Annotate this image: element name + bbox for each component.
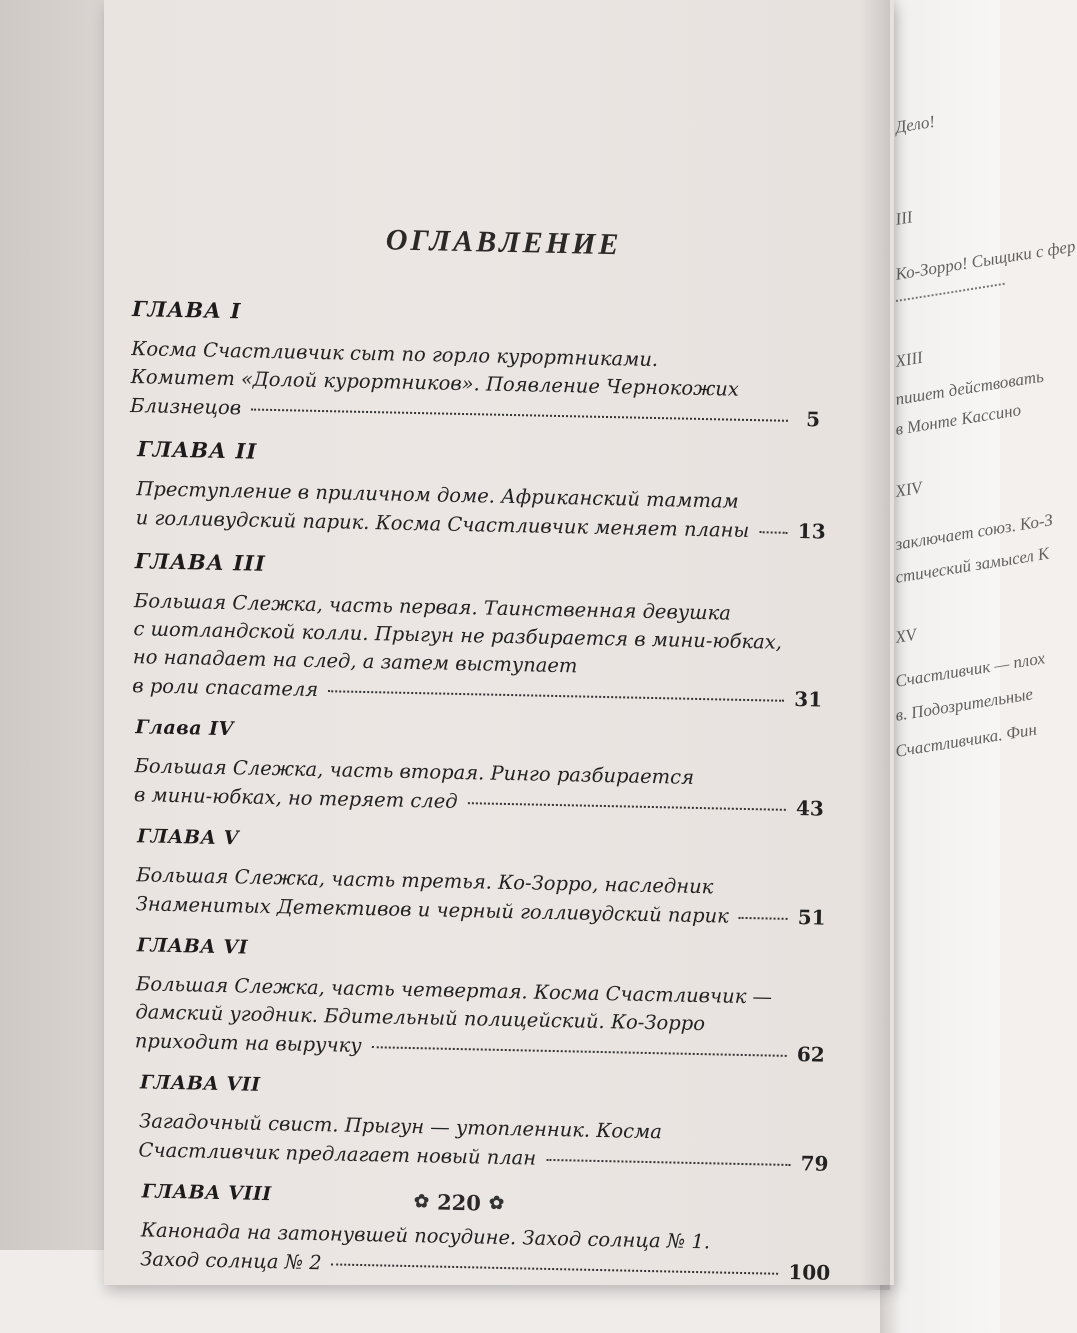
chapter-heading: ГЛАВА VIII — [141, 1180, 272, 1206]
facing-page-text: III — [894, 207, 914, 229]
chapter-heading: ГЛАВА II — [136, 436, 258, 464]
description-line: но нападает на след, а затем выступает — [132, 645, 578, 678]
chapter-heading: ГЛАВА VI — [136, 934, 249, 959]
chapter-page-number: 51 — [797, 905, 826, 930]
description-line: Заход солнца № 2 — [140, 1247, 322, 1275]
chapter-page-number: 79 — [800, 1151, 829, 1176]
previous-page-edge — [0, 0, 118, 1250]
description-line: Канонада на затонувшей посудине. Заход солнца № 1. — [140, 1218, 711, 1254]
chapter-page-number: 31 — [794, 686, 823, 712]
toc-title: ОГЛАВЛЕНИЕ — [385, 223, 622, 262]
chapter-entry — [136, 436, 870, 547]
chapter-entry — [135, 825, 861, 933]
description-line: Знаменитых Детективов и черный голливудский парик — [135, 892, 730, 928]
dot-leader — [468, 802, 786, 811]
chapter-heading: ГЛАВА I — [131, 296, 242, 324]
chapter-entry — [135, 934, 859, 1070]
page-footer — [414, 1189, 505, 1216]
description-line: Большая Слежка, часть третья. Ко-Зорро, наследник — [136, 863, 714, 899]
dot-leader — [371, 1046, 786, 1057]
facing-page-text: в Монте Кассино — [894, 400, 1023, 439]
description-line: Комитет «Долой курортников». Появление Чернокожих — [130, 365, 740, 401]
description-line: Преступление в приличном доме. Африканский тамтам — [136, 477, 739, 513]
chapter-list — [112, 296, 872, 1288]
dot-leader — [546, 1159, 790, 1166]
facing-page — [880, 0, 1077, 1333]
page-number: 220 — [436, 1189, 482, 1216]
facing-page-text: XIV — [894, 477, 924, 501]
dot-leader — [328, 690, 784, 702]
chapter-entry — [134, 716, 864, 824]
chapter-description — [136, 475, 827, 546]
chapter-description — [135, 970, 827, 1069]
facing-page-text: Ко-Зорро! Сыщики с фер — [894, 236, 1077, 284]
description-line: Косма Счастливчик сыт по горло курортниками. — [131, 337, 659, 372]
facing-page-text: пишет действовать — [894, 366, 1045, 409]
description-line: Близнецов — [129, 394, 242, 420]
description-line: Большая Слежка, часть первая. Таинственная девушка — [133, 589, 732, 625]
description-line: в роли спасателя — [132, 674, 319, 701]
description-line: Большая Слежка, часть четвертая. Косма Счастливчик — — [135, 972, 773, 1009]
description-line: Большая Слежка, часть вторая. Ринго разбирается — [134, 754, 695, 789]
chapter-description — [140, 1216, 831, 1287]
chapter-description — [138, 1107, 829, 1178]
chapter-entry — [132, 548, 867, 715]
chapter-heading: ГЛАВА VII — [139, 1071, 261, 1096]
facing-page-text: стический замысел К — [894, 543, 1051, 587]
chapter-heading: Глава IV — [135, 716, 235, 741]
facing-page-text: в. Подозрительные — [894, 684, 1035, 725]
chapter-page-number: 43 — [795, 796, 825, 821]
flower-ornament-icon: ✿ — [488, 1192, 505, 1214]
facing-page-text: Счастливчика. Фин — [894, 719, 1039, 761]
chapter-page-number: 13 — [797, 519, 826, 544]
table-of-contents — [112, 218, 874, 1304]
chapter-heading: ГЛАВА V — [136, 825, 240, 850]
flower-ornament-icon: ✿ — [413, 1191, 430, 1213]
dot-leader — [251, 409, 788, 422]
facing-page-text: заключает союз. Ко-З — [894, 510, 1055, 554]
dot-leader — [739, 917, 788, 920]
dot-leader — [332, 1263, 779, 1274]
description-line: дамский угодник. Бдительный полицейский. Ко-Зорро — [135, 1000, 706, 1036]
description-line: с шотландской колли. Прыгун не разбирается в мини-юбках, — [133, 617, 783, 654]
dot-leader — [759, 531, 788, 534]
facing-page-text: Дело! — [894, 111, 937, 137]
description-line: Счастливчик предлагает новый план — [138, 1138, 537, 1170]
chapter-page-number: 62 — [796, 1042, 825, 1067]
chapter-page-number: 5 — [805, 407, 821, 432]
facing-page-text: Счастливчик — плох — [894, 648, 1047, 691]
description-line: приходит на выручку — [134, 1029, 362, 1057]
chapter-description — [132, 587, 824, 714]
description-line: Загадочный свист. Прыгун — утопленник. Косма — [138, 1109, 663, 1144]
chapter-page-number: 100 — [788, 1259, 831, 1285]
facing-page-text: XIII — [894, 347, 925, 371]
chapter-description — [135, 861, 826, 932]
chapter-description — [130, 335, 822, 434]
chapter-entry — [138, 1071, 856, 1179]
description-line: и голливудский парик. Косма Счастливчик меняет планы — [135, 506, 750, 542]
chapter-heading: ГЛАВА III — [134, 548, 266, 576]
chapter-description — [134, 752, 825, 823]
facing-page-leader — [896, 283, 1005, 302]
facing-page-text: XV — [894, 624, 918, 647]
chapter-entry — [130, 296, 872, 435]
description-line: в мини-юбках, но теряет след — [133, 783, 458, 813]
